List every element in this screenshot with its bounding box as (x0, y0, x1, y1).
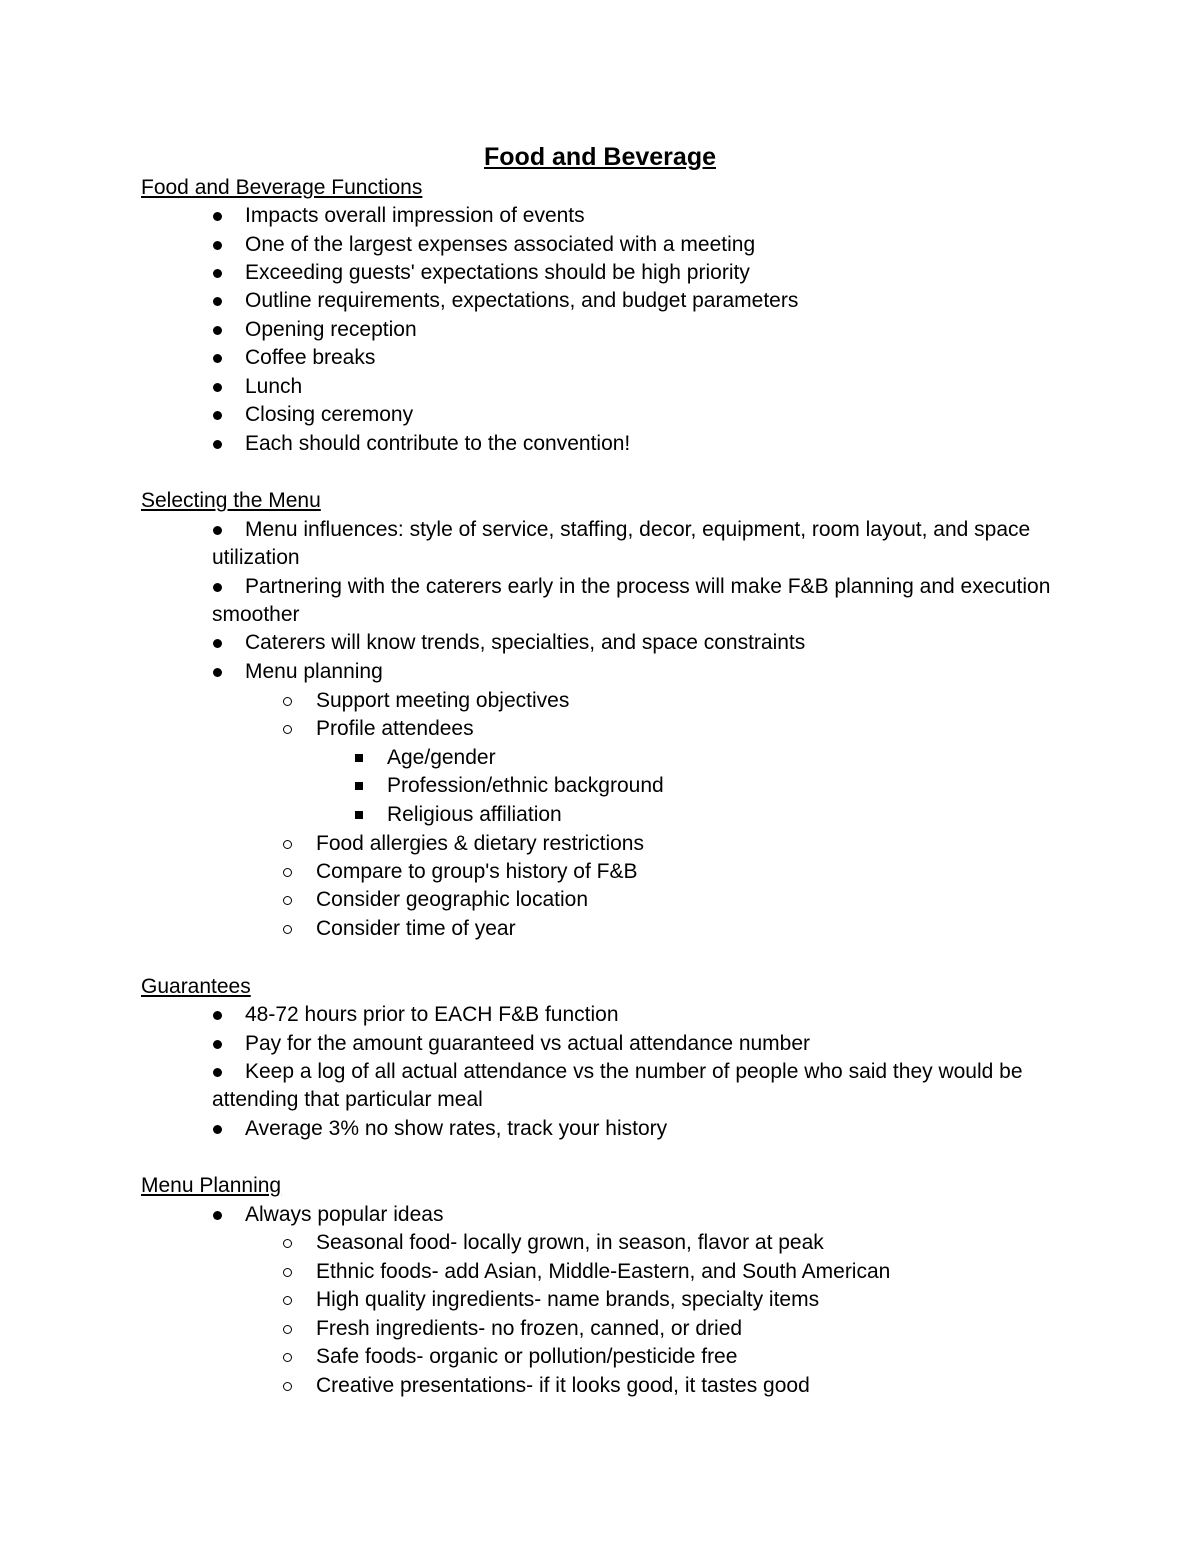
bullet-circle-icon (283, 725, 292, 734)
list-item: Coffee breaks (245, 346, 376, 369)
bullet-circle-icon (283, 1296, 292, 1305)
list-item: Age/gender (387, 746, 496, 769)
list-item: Caterers will know trends, specialties, and space constraints (245, 631, 806, 654)
list-item: Compare to group's history of F&B (316, 860, 638, 883)
section-heading: Guarantees (141, 975, 251, 998)
list-item: Consider time of year (316, 917, 516, 940)
bullet-disc-icon (213, 326, 222, 335)
list-item: Menu planning (245, 660, 383, 683)
bullet-circle-icon (283, 896, 292, 905)
bullet-square-icon (355, 782, 363, 790)
list-item: Fresh ingredients- no frozen, canned, or dried (316, 1317, 743, 1340)
bullet-circle-icon (283, 925, 292, 934)
list-item: Creative presentations- if it looks good, it tastes good (316, 1374, 810, 1397)
bullet-disc-icon (213, 241, 222, 250)
list-item: Always popular ideas (245, 1203, 444, 1226)
bullet-disc-icon (213, 668, 222, 677)
bullet-circle-icon (283, 1325, 292, 1334)
list-item: Safe foods- organic or pollution/pesticide free (316, 1345, 738, 1368)
page-title: Food and Beverage (484, 143, 716, 171)
list-item: Ethnic foods- add Asian, Middle-Eastern, and South American (316, 1260, 891, 1283)
bullet-disc-icon (213, 297, 222, 306)
bullet-disc-icon (213, 440, 222, 449)
bullet-disc-icon (213, 212, 222, 221)
list-item: Consider geographic location (316, 888, 589, 911)
list-item: Profile attendees (316, 717, 474, 740)
bullet-disc-icon (213, 1125, 222, 1134)
section-heading: Menu Planning (141, 1174, 282, 1197)
bullet-circle-icon (283, 1382, 292, 1391)
bullet-disc-icon (213, 383, 222, 392)
list-item: Outline requirements, expectations, and budget parameters (245, 289, 799, 312)
bullet-disc-icon (213, 1211, 222, 1220)
list-item-text: Partnering with the caterers early in the process will make F&B planning and execution smoother (212, 575, 1051, 627)
bullet-circle-icon (283, 840, 292, 849)
list-item-text: Menu influences: style of service, staffing, decor, equipment, room layout, and space utilization (212, 518, 1031, 570)
list-item: High quality ingredients- name brands, specialty items (316, 1288, 820, 1311)
list-item: Impacts overall impression of events (245, 204, 585, 227)
list-item: Average 3% no show rates, track your history (245, 1117, 668, 1140)
bullet-circle-icon (283, 868, 292, 877)
bullet-disc-icon (213, 354, 222, 363)
list-item: Food allergies & dietary restrictions (316, 832, 644, 855)
list-item: Religious affiliation (387, 803, 562, 826)
list-item: One of the largest expenses associated with a meeting (245, 233, 756, 256)
list-item: Each should contribute to the convention! (245, 432, 631, 455)
bullet-circle-icon (283, 1268, 292, 1277)
list-item: 48-72 hours prior to EACH F&B function (245, 1003, 619, 1026)
list-item: Exceeding guests' expectations should be high priority (245, 261, 750, 284)
bullet-disc-icon (213, 1011, 222, 1020)
list-item: Pay for the amount guaranteed vs actual attendance number (245, 1032, 811, 1055)
bullet-square-icon (355, 754, 363, 762)
list-item-text: Keep a log of all actual attendance vs the number of people who said they would be attending that particular meal (212, 1060, 1023, 1112)
list-item: Lunch (245, 375, 303, 398)
list-item (212, 516, 1062, 573)
list-item: Support meeting objectives (316, 689, 570, 712)
bullet-circle-icon (283, 697, 292, 706)
list-item: Closing ceremony (245, 403, 414, 426)
list-item: Profession/ethnic background (387, 774, 664, 797)
bullet-disc-icon (213, 269, 222, 278)
section-heading: Selecting the Menu (141, 489, 321, 512)
section-heading: Food and Beverage Functions (141, 176, 423, 199)
bullet-disc-icon (213, 1040, 222, 1049)
bullet-disc-icon (213, 411, 222, 420)
bullet-circle-icon (283, 1353, 292, 1362)
list-item (212, 573, 1062, 630)
bullet-disc-icon (213, 639, 222, 648)
bullet-circle-icon (283, 1239, 292, 1248)
list-item: Opening reception (245, 318, 417, 341)
bullet-square-icon (355, 811, 363, 819)
list-item (212, 1058, 1062, 1115)
list-item: Seasonal food- locally grown, in season, flavor at peak (316, 1231, 824, 1254)
